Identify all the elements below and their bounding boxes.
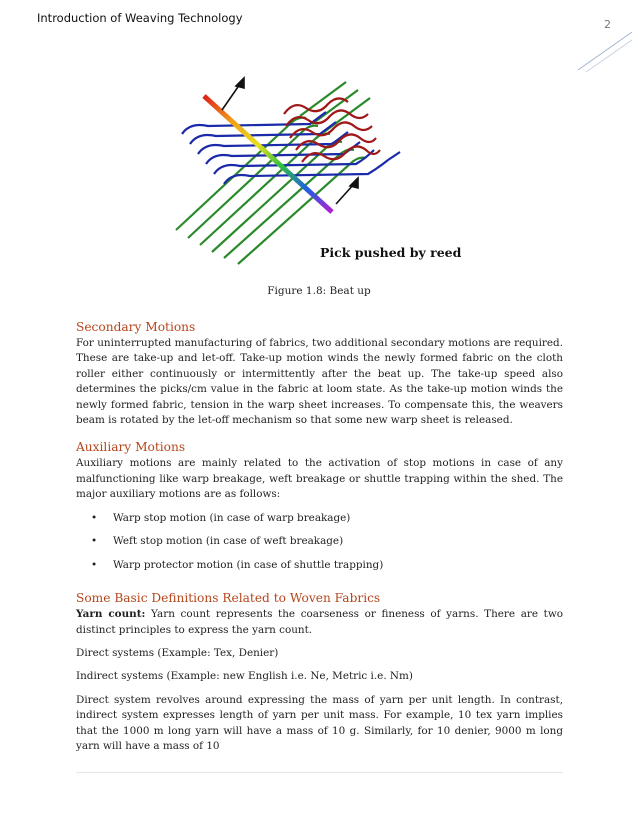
secondary-motions-heading: Secondary Motions [76,320,196,334]
page-number: 2 [604,18,611,31]
indirect-systems-line: Indirect systems (Example: new English i.e. Ne, Metric i.e. Nm) [76,670,413,683]
corner-decoration [570,30,634,74]
bullet-icon: • [91,535,98,548]
definitions-heading: Some Basic Definitions Related to Woven Fabrics [76,591,381,606]
auxiliary-motions-heading: Auxiliary Motions [76,440,186,455]
yarn-count-term: Yarn count: [76,608,146,621]
running-title: Introduction of Weaving Technology [37,11,243,25]
auxiliary-motions-paragraph: Auxiliary motions are mainly related to the activation of stop motions in case of any malfunctioning like warp breakage, weft breakage or shuttle trapping within the shed. The major auxiliary motions are as follows: [76,457,563,501]
explanation-paragraph: Direct system revolves around expressing the mass of yarn per unit length. In contrast, indirect system expresses length of yarn per unit mass. For example, 10 tex yarn implies that the 1000 m long yarn will have a mass of 10 g. Similarly, for 10 denier, 9000 m long yarn will have a mass of 10 [76,693,563,752]
list-item: • Warp stop motion (in case of warp breakage) [91,511,351,524]
beat-up-figure [160,72,480,272]
bullet-icon: • [91,558,98,571]
yarn-count-paragraph: Yarn count: Yarn count represents the coarseness or fineness of yarns. There are two distinct principles to express the yarn count. [76,608,563,636]
page-body [76,318,563,754]
bullet-icon: • [91,511,98,524]
footer-divider [76,772,563,773]
list-item: • Weft stop motion (in case of weft breakage) [91,535,344,548]
direct-systems-line: Direct systems (Example: Tex, Denier) [76,646,279,659]
secondary-motions-paragraph: For uninterrupted manufacturing of fabrics, two additional secondary motions are required. These are take-up and let-off. Take-up motion winds the newly formed fabric on the cloth roller either continuously or intermittently after the beat up. The take-up speed also determines the picks/cm value in the fabric at loom state. As the take-up motion winds the newly formed fabric, tension in the warp sheet increases. To compensate this, the weavers beam is rotated by the let-off mechanism so that some new warp sheet is released. [76,337,563,427]
list-item: • Warp protector motion (in case of shuttle trapping) [91,558,384,571]
figure-label: Pick pushed by reed [320,245,462,260]
auxiliary-motions-list [76,511,563,582]
figure-caption: Figure 1.8: Beat up [267,285,371,297]
